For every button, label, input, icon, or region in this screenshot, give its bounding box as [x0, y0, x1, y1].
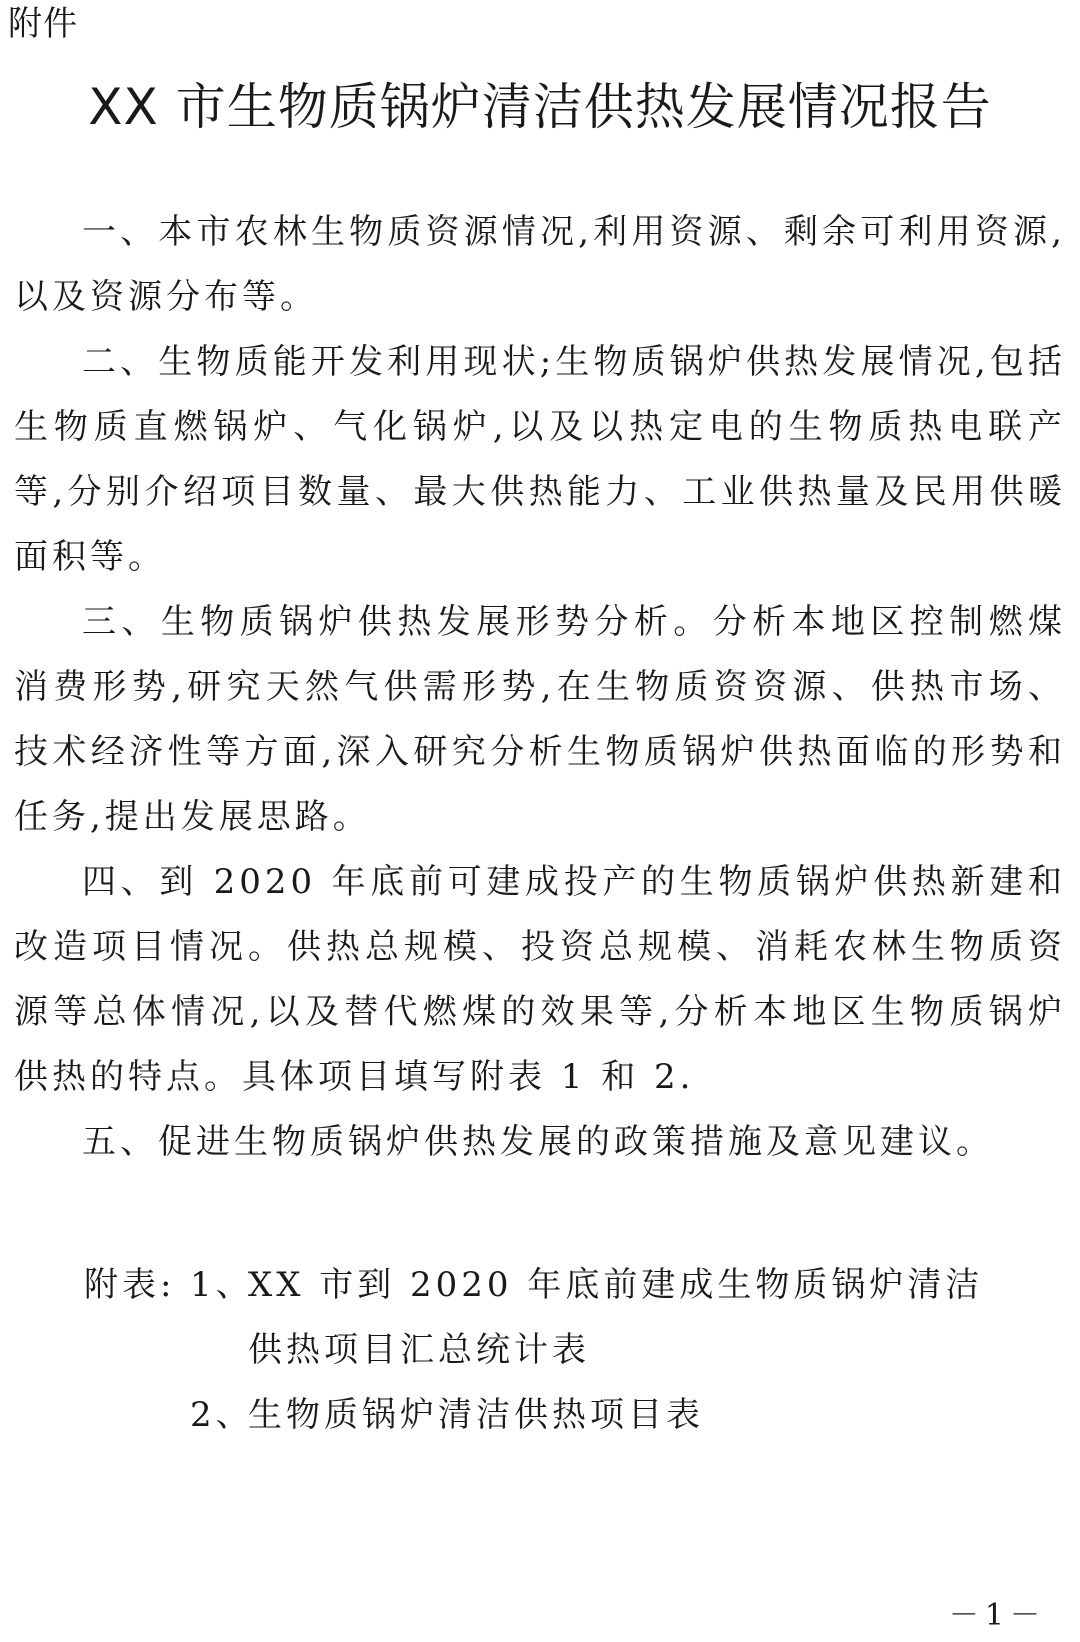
document-title: XX 市生物质锅炉清洁供热发展情况报告 [88, 78, 992, 136]
paragraph-2: 二、生物质能开发利用现状;生物质锅炉供热发展情况,包括生物质直燃锅炉、气化锅炉,以及以热定电的生物质热电联产等,分别介绍项目数量、最大供热能力、工业供热量及民用供暖面积等。 [14, 342, 1066, 577]
report-body [14, 200, 1066, 1175]
appendix-heading: 附表: [84, 1265, 176, 1305]
appendix-item-text: XX 市到 2020 年底前建成生物质锅炉清洁供热项目汇总统计表 [248, 1265, 984, 1370]
paragraph-5: 五、促进生物质锅炉供热发展的政策措施及意见建议。 [82, 1122, 994, 1162]
appendix-list [84, 1253, 1004, 1448]
appendix-item [190, 1253, 1004, 1383]
paragraph-1: 一、本市农林生物质资源情况,利用资源、剩余可利用资源,以及资源分布等。 [14, 212, 1066, 317]
appendix-item-number: 1、 [190, 1265, 254, 1305]
appendix-item [190, 1383, 1004, 1448]
attachment-label: 附件 [8, 4, 78, 44]
appendix-item-text: 生物质锅炉清洁供热项目表 [248, 1395, 704, 1435]
appendix-item-number: 2、 [190, 1395, 254, 1435]
paragraph-3: 三、生物质锅炉供热发展形势分析。分析本地区控制燃煤消费形势,研究天然气供需形势,在生物质资资源、供热市场、技术经济性等方面,深入研究分析生物质锅炉供热面临的形势和任务,提出发展思路。 [14, 602, 1066, 837]
page-number: －1－ [948, 1598, 1046, 1633]
paragraph-4: 四、到 2020 年底前可建成投产的生物质锅炉供热新建和改造项目情况。供热总规模、投资总规模、消耗农林生物质资源等总体情况,以及替代燃煤的效果等,分析本地区生物质锅炉供热的特点。具体项目填写附表 1 和 2. [14, 862, 1066, 1097]
